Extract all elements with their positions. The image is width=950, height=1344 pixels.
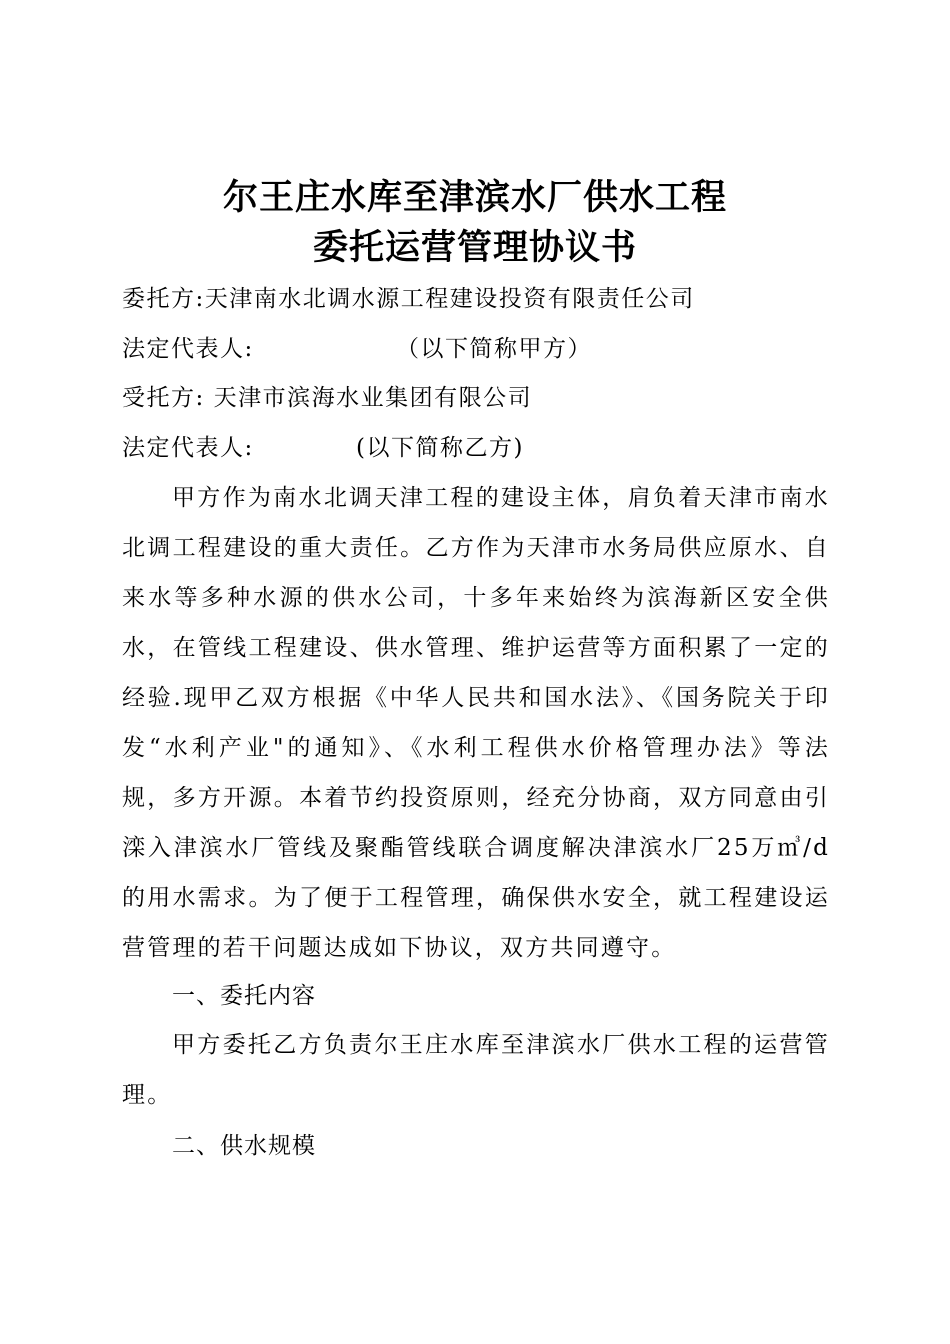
party-a-line: [122, 284, 695, 314]
party-b-representative-line: [122, 433, 254, 463]
section-1-heading: 一、委托内容: [172, 983, 316, 1009]
document-title-line-1: 尔王庄水库至津滨水厂供水工程: [222, 177, 727, 218]
section-1-paragraph: 甲方委托乙方负责尔王庄水库至津滨水厂供水工程的运营管理。: [122, 1032, 830, 1108]
party-b-label: 受托方:: [122, 385, 205, 411]
intro-paragraph: 甲方作为南水北调天津工程的建设主体，肩负着天津市南水北调工程建设的重大责任。乙方作为天津市水务局供应原水、自来水等多种水源的供水公司，十多年来始终为滨海新区安全供水，在管线工程建设、供水管理、维护运营等方面积累了一定的经验.现甲乙双方根据《中华人民共和国水法》、《国务院关于印发“水利产业"的通知》、《水利工程供水价格管理办法》等法规，多方开源。本着节约投资原则，经充分协商，双方同意由引滦入津滨水厂管线及聚酯管线联合调度解决津滨水厂25万㎥/d的用水需求。为了便于工程管理，确保供水安全，就工程建设运营管理的若干问题达成如下协议，双方共同遵守。: [122, 485, 830, 961]
party-a-representative-line: [122, 334, 254, 364]
party-b-abbreviation: (以下简称乙方): [356, 435, 524, 461]
document-title-line-2: 委托运营管理协议书: [312, 227, 637, 268]
party-a-name: 天津南水北调水源工程建设投资有限责任公司: [204, 286, 695, 312]
party-b-representative-label: 法定代表人:: [122, 435, 254, 461]
party-a-label: 委托方:: [122, 286, 205, 312]
section-2-heading: 二、供水规模: [172, 1133, 316, 1159]
party-b-line: [122, 383, 532, 413]
party-a-abbreviation: （以下简称甲方）: [396, 336, 592, 362]
party-a-representative-label: 法定代表人:: [122, 336, 254, 362]
party-b-name: 天津市滨海水业集团有限公司: [213, 385, 533, 411]
